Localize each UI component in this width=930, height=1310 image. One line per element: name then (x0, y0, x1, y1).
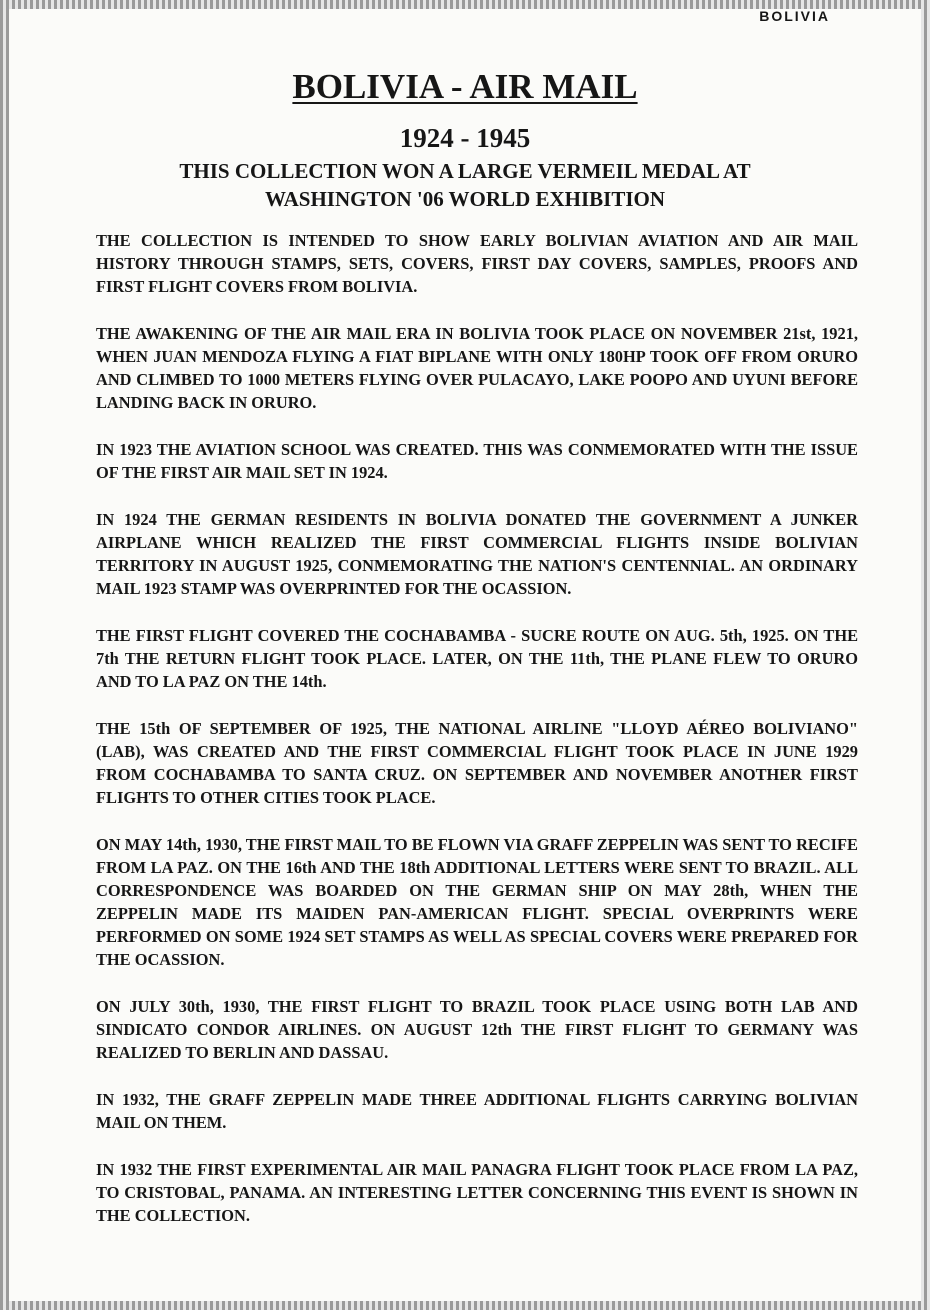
page-title: BOLIVIA - AIR MAIL (292, 67, 638, 106)
paragraph: IN 1932, THE GRAFF ZEPPELIN MADE THREE ADDITIONAL FLIGHTS CARRYING BOLIVIAN MAIL ON THEM. (96, 1090, 858, 1132)
paragraph: THE 15th OF SEPTEMBER OF 1925, THE NATIONAL AIRLINE "LLOYD AÉREO BOLIVIANO" (LAB), WAS CREATED AND THE FIRST COMMERCIAL FLIGHT TOOK PLACE IN JUNE 1929 FROM COCHABAMBA TO SANTA CRUZ. ON SEPTEMBER AND NOVEMBER ANOTHER FIRST FLIGHTS TO OTHER CITIES TOOK PLACE. (96, 719, 858, 807)
paragraph: THE AWAKENING OF THE AIR MAIL ERA IN BOLIVIA TOOK PLACE ON NOVEMBER 21st, 1921, WHEN JUAN MENDOZA FLYING A FIAT BIPLANE WITH ONLY 180HP TOOK OFF FROM ORURO AND CLIMBED TO 1000 METERS FLYING OVER PULACAYO, LAKE POOPO AND UYUNI BEFORE LANDING BACK IN ORURO. (96, 324, 858, 412)
paragraph: IN 1923 THE AVIATION SCHOOL WAS CREATED. THIS WAS CONMEMORATED WITH THE ISSUE OF THE FIRST AIR MAIL SET IN 1924. (96, 440, 858, 482)
paragraph: ON MAY 14th, 1930, THE FIRST MAIL TO BE FLOWN VIA GRAFF ZEPPELIN WAS SENT TO RECIFE FROM LA PAZ. ON THE 16th AND THE 18th ADDITIONAL LETTERS WERE SENT TO BRAZIL. ALL CORRESPONDENCE WAS BOARDED ON THE GERMAN SHIP ON MAY 28th, WHEN THE ZEPPELIN MADE ITS MAIDEN PAN-AMERICAN FLIGHT. SPECIAL OVERPRINTS WERE PERFORMED ON SOME 1924 SET STAMPS AS WELL AS SPECIAL COVERS WERE PREPARED FOR THE OCASSION. (96, 835, 858, 969)
paragraph: IN 1924 THE GERMAN RESIDENTS IN BOLIVIA DONATED THE GOVERNMENT A JUNKER AIRPLANE WHICH REALIZED THE FIRST COMMERCIAL FLIGHTS INSIDE BOLIVIAN TERRITORY IN AUGUST 1925, CONMEMORATING THE NATION'S CENTENNIAL. AN ORDINARY MAIL 1923 STAMP WAS OVERPRINTED FOR THE OCASSION. (96, 510, 858, 598)
country-tag: BOLIVIA (754, 9, 835, 23)
description-body (96, 229, 858, 1251)
paragraph: THE COLLECTION IS INTENDED TO SHOW EARLY BOLIVIAN AVIATION AND AIR MAIL HISTORY THROUGH STAMPS, SETS, COVERS, FIRST DAY COVERS, SAMPLES, PROOFS AND FIRST FLIGHT COVERS FROM BOLIVIA. (96, 231, 858, 296)
year-range: 1924 - 1945 (399, 123, 531, 153)
album-page (9, 9, 921, 1301)
paragraph: ON JULY 30th, 1930, THE FIRST FLIGHT TO BRAZIL TOOK PLACE USING BOTH LAB AND SINDICATO CONDOR AIRLINES. ON AUGUST 12th THE FIRST FLIGHT TO GERMANY WAS REALIZED TO BERLIN AND DASSAU. (96, 997, 858, 1062)
paragraph: IN 1932 THE FIRST EXPERIMENTAL AIR MAIL PANAGRA FLIGHT TOOK PLACE FROM LA PAZ, TO CRISTOBAL, PANAMA. AN INTERESTING LETTER CONCERNING THIS EVENT IS SHOWN IN THE COLLECTION. (96, 1160, 858, 1225)
award-statement: THIS COLLECTION WON A LARGE VERMEIL MEDAL AT WASHINGTON '06 WORLD EXHIBITION (179, 159, 751, 211)
paragraph: THE FIRST FLIGHT COVERED THE COCHABAMBA - SUCRE ROUTE ON AUG. 5th, 1925. ON THE 7th THE RETURN FLIGHT TOOK PLACE. LATER, ON THE 11th, THE PLANE FLEW TO ORURO AND TO LA PAZ ON THE 14th. (96, 626, 858, 691)
